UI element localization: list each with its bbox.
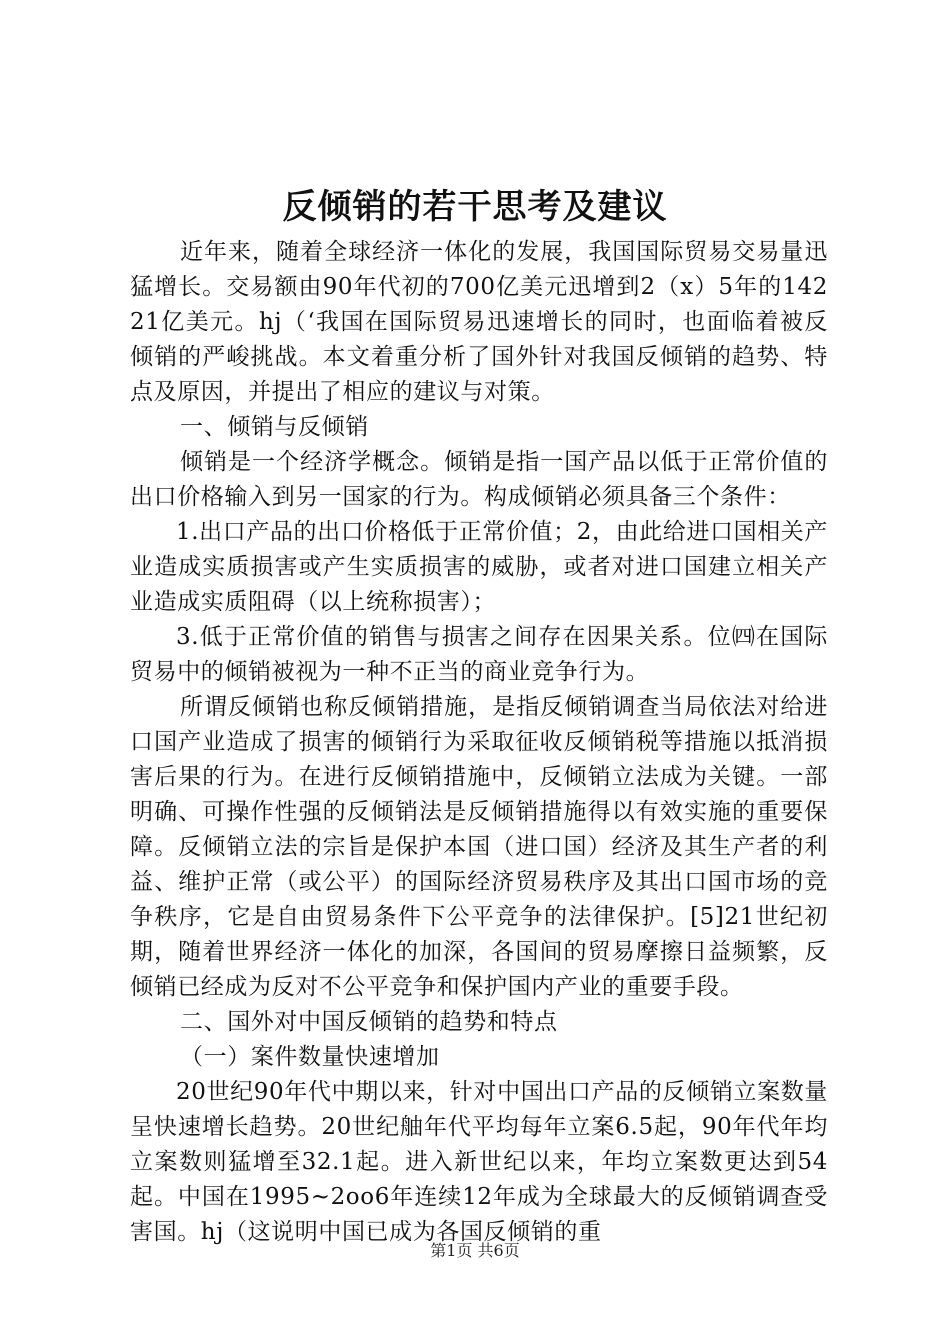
- paragraph-dumping-definition: 倾销是一个经济学概念。倾销是指一国产品以低于正常价值的出口价格输入到另一国家的行为。构成倾销必须具备三个条件：: [130, 449, 828, 510]
- paragraph-anti-dumping-definition: 所谓反倾销也称反倾销措施，是指反倾销调查当局依法对给进口国产业造成了损害的倾销行为采取征收反倾销税等措施以抵消损害后果的行为。在进行反倾销措施中，反倾销立法成为关键。一部明确、可操作性强的反倾销法是反倾销措施得以有效实施的重要保障。反倾销立法的宗旨是保护本国（进口国）经济及其生产者的利益、维护正常（或公平）的国际经济贸易秩序及其出口国市场的竞争秩序，它是自由贸易条件下公平竞争的法律保护。[5]21世纪初期，随着世界经济一体化的加深，各国间的贸易摩擦日益频繁，反倾销已经成为反对不公平竞争和保护国内产业的重要手段。: [130, 694, 828, 1000]
- paragraph-condition-3: 3.低于正常价值的销售与损害之间存在因果关系。位㈣在国际贸易中的倾销被视为一种不正当的商业竞争行为。: [130, 624, 828, 685]
- section-heading-1: 一、倾销与反倾销: [180, 414, 369, 440]
- section-heading-2: 二、国外对中国反倾销的趋势和特点: [180, 1009, 558, 1035]
- paragraph-condition-1-2: 1.出口产品的出口价格低于正常价值；2，由此给进口国相关产业造成实质损害或产生实质损害的威胁，或者对进口国建立相关产业造成实质阻碍（以上统称损害）；: [130, 519, 828, 615]
- paragraph-intro: 近年来，随着全球经济一体化的发展，我国国际贸易交易量迅猛增长。交易额由90年代初的700亿美元迅增到2（x）5年的14221亿美元。hj（‘我国在国际贸易迅速增长的同时，也面临着被反倾销的严峻挑战。本文着重分析了国外针对我国反倾销的趋势、特点及原因，并提出了相应的建议与对策。: [130, 239, 828, 405]
- document-body: [130, 235, 828, 1250]
- document-title: 反倾销的若干思考及建议: [282, 187, 668, 227]
- paragraph-case-growth: 20世纪90年代中期以来，针对中国出口产品的反倾销立案数量呈快速增长趋势。20世纪舳年代平均每年立案6.5起，90年代年均立案数则猛增至32.1起。进入新世纪以来，年均立案数更达到54起。中国在1995~2oo6年连续12年成为全球最大的反倾销调查受害国。hj（这说明中国已成为各国反倾销的重: [130, 1079, 828, 1245]
- page-footer: 第1页 共6页: [430, 1241, 520, 1260]
- subsection-heading-1: （一）案件数量快速增加: [180, 1044, 440, 1070]
